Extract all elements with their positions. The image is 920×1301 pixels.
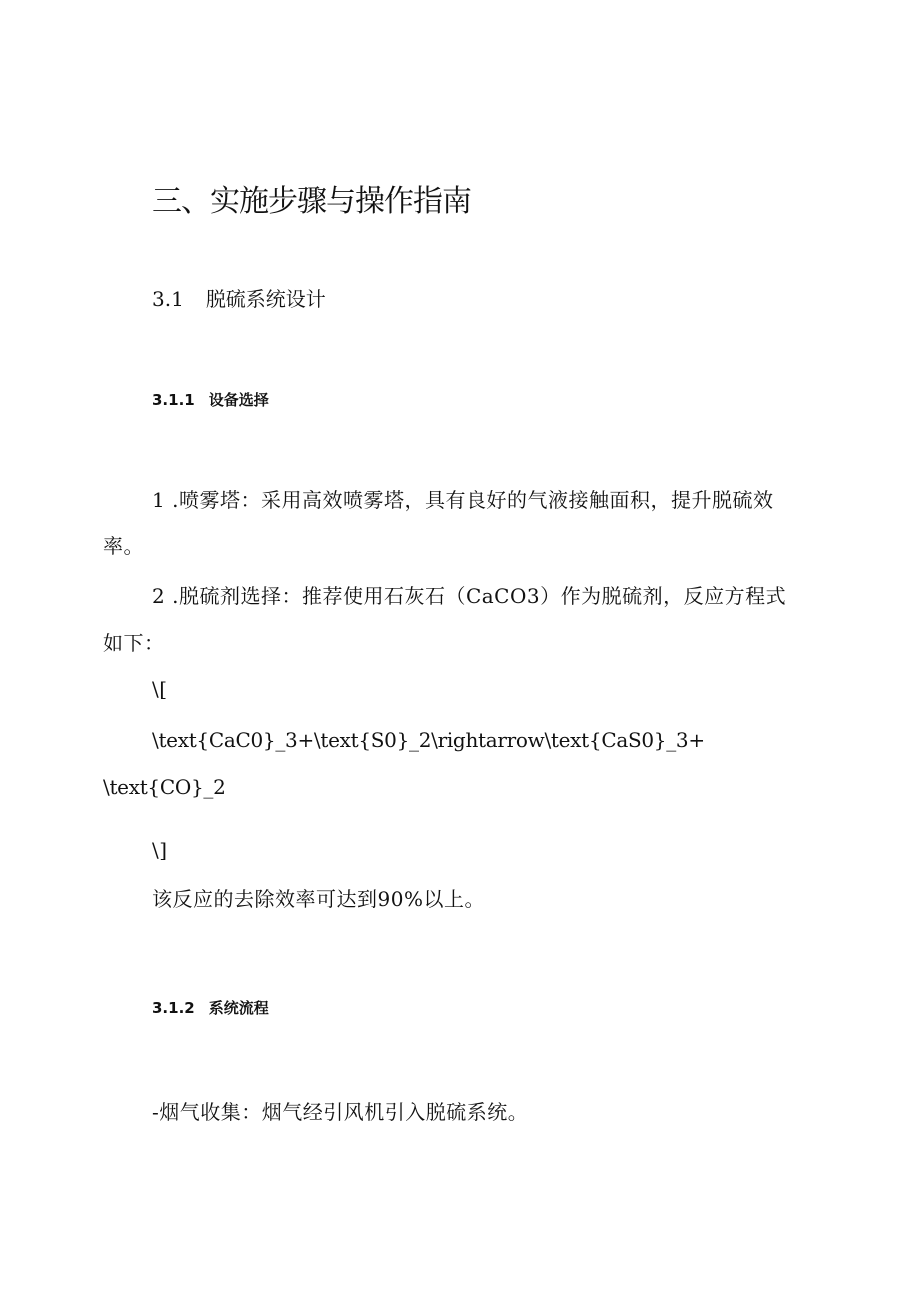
formula-close: \] [152,838,168,862]
subsection-heading [152,283,326,312]
formula-line2: \text{CO}_2 [103,775,226,799]
item2-line2: 如下： [103,631,165,655]
sub-heading-number: 3.1.2 [152,999,195,1017]
sub-heading-3-1-1 [152,389,269,410]
formula-line1: \text{CaC0}_3+\text{S0}_2\rightarrow\text{CaS0}_3+ [152,728,705,752]
subsection-title: 脱硫系统设计 [205,287,326,311]
formula-open: \[ [152,677,168,701]
sub-heading-number: 3.1.1 [152,391,195,409]
section-title: 三、实施步骤与操作指南 [152,184,471,219]
flow-step1: -烟气收集：烟气经引风机引入脱硫系统。 [152,1100,529,1124]
item1-line2: 率。 [103,534,144,558]
sub-heading-title: 系统流程 [208,999,269,1017]
item2-line1: 2 .脱硫剂选择：推荐使用石灰石（CaCO3）作为脱硫剂，反应方程式 [152,584,787,608]
sub-heading-3-1-2 [152,997,269,1018]
sub-heading-title: 设备选择 [208,391,269,409]
efficiency-text: 该反应的去除效率可达到90%以上。 [152,887,485,911]
item1-line1: 1 .喷雾塔：采用高效喷雾塔，具有良好的气液接触面积，提升脱硫效 [152,488,774,512]
subsection-number: 3.1 [152,287,184,311]
